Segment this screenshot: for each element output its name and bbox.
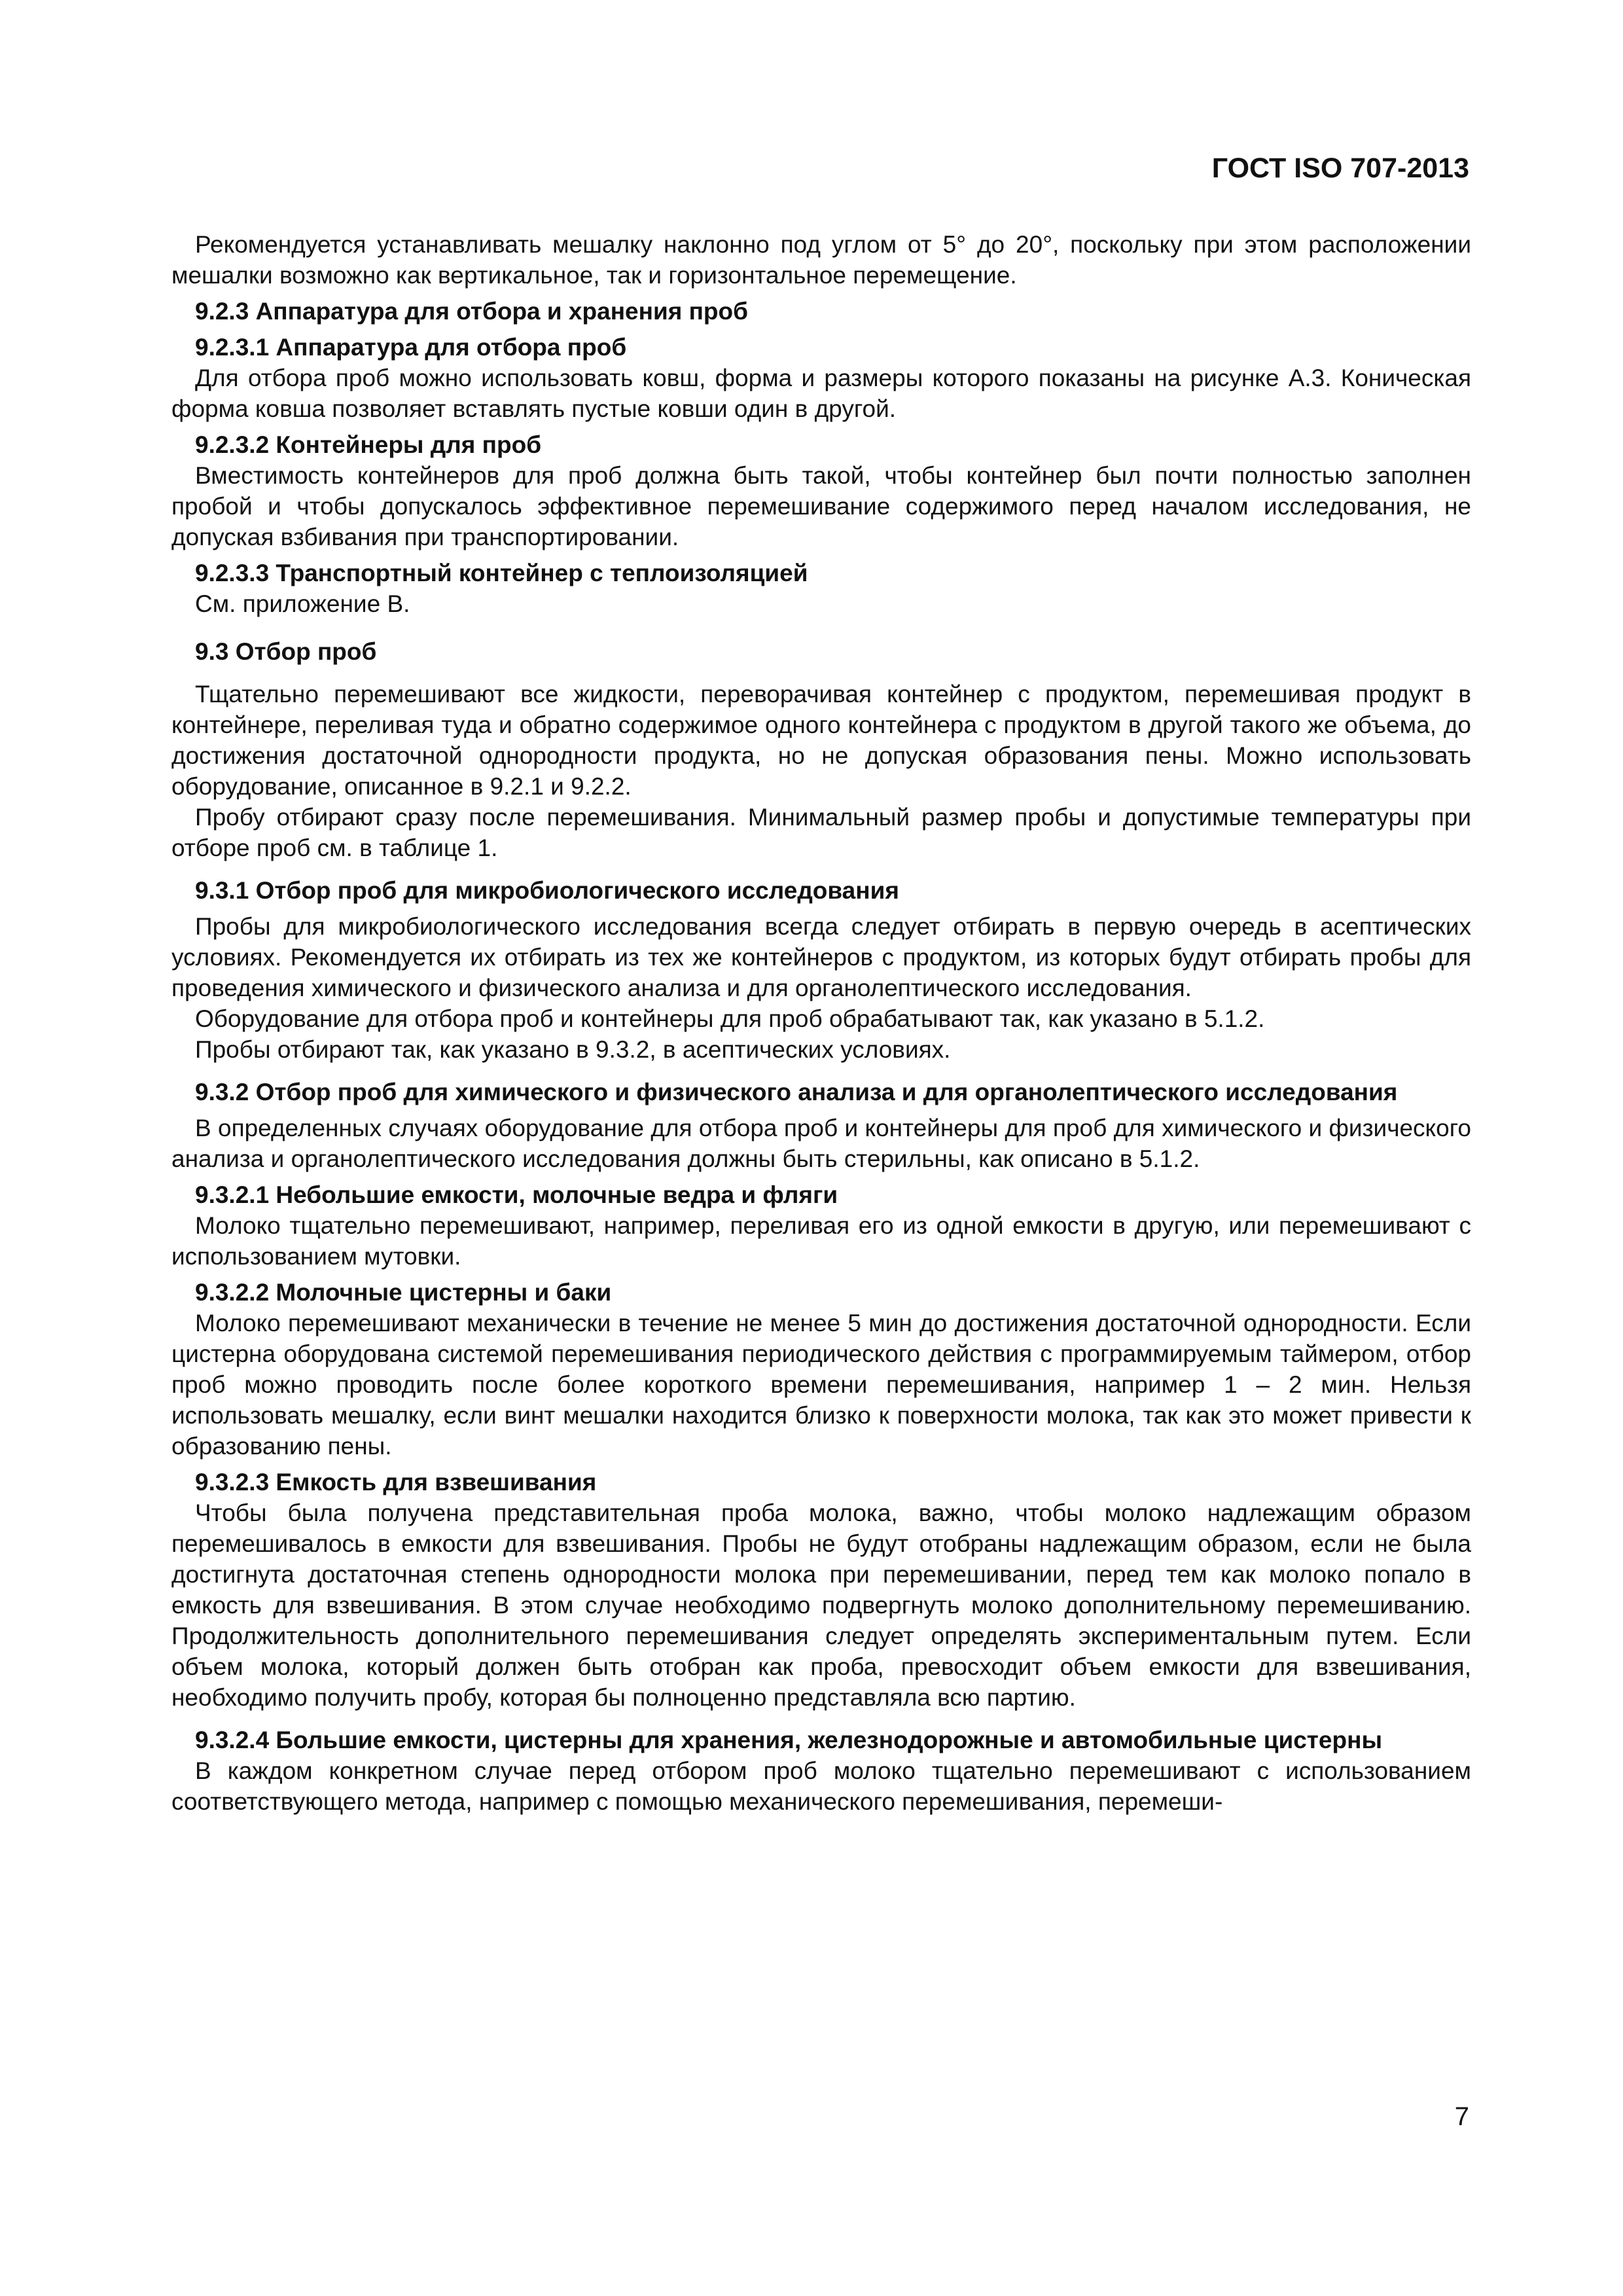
paragraph: Пробы для микробиологического исследования всегда следует отбирать в первую очередь в асептических условиях. Рекомендуется их отбирать из тех же контейнеров с продуктом, из которых будут отбирать пробы для проведения химического и физического анализа и для органолептического исследования. [171, 913, 1471, 1001]
paragraph: Молоко тщательно перемешивают, например, переливая его из одной емкости в другую, или перемешивают с использованием мутовки. [171, 1212, 1471, 1270]
subsection-heading: 9.3.2.3 Емкость для взвешивания [195, 1469, 597, 1496]
paragraph: Чтобы была получена представительная проба молока, важно, чтобы молоко надлежащим образом перемешивалось в емкости для взвешивания. Пробы не будут отобраны надлежащим образом, если не была достигнута достаточная степень однородности молока при перемешивании, перед тем как молоко попало в емкость для взвешивания. В этом случае необходимо подвергнуть молоко дополнительному перемешиванию. Продолжительность дополнительного перемешивания следует определять экспериментальным путем. Если объем молока, который должен быть отобран как проба, превосходит объем емкости для взвешивания, необходимо получить пробу, которая бы полноценно представляла всю партию. [171, 1499, 1471, 1711]
paragraph: Рекомендуется устанавливать мешалку наклонно под углом от 5° до 20°, поскольку при этом расположении мешалки возможно как вертикальное, так и горизонтальное перемещение. [171, 231, 1471, 289]
subsection-heading: 9.2.3.2 Контейнеры для проб [195, 431, 542, 458]
section-heading: 9.3.2 Отбор проб для химического и физического анализа и для органолептического исследования [195, 1079, 1398, 1105]
paragraph: В каждом конкретном случае перед отбором проб молоко тщательно перемешивают с использованием соответствующего метода, например с помощью механического перемешивания, перемеши- [171, 1757, 1471, 1815]
document-code: ГОСТ ISO 707-2013 [1211, 152, 1469, 184]
page-number: 7 [1454, 2102, 1469, 2131]
section-heading: 9.3 Отбор проб [195, 638, 377, 665]
paragraph: Пробу отбирают сразу после перемешивания. Минимальный размер пробы и допустимые температуры при отборе проб см. в таблице 1. [171, 804, 1471, 861]
body-text [171, 229, 1471, 1817]
paragraph: Тщательно перемешивают все жидкости, переворачивая контейнер с продуктом, перемешивая продукт в контейнере, переливая туда и обратно содержимое одного контейнера с продуктом в другой такого же объема, до достижения достаточной однородности продукта, но не допуская образования пены. Можно использовать оборудование, описанное в 9.2.1 и 9.2.2. [171, 681, 1471, 800]
subsection-heading: 9.3.2.2 Молочные цистерны и баки [195, 1279, 612, 1306]
paragraph: В определенных случаях оборудование для отбора проб и контейнеры для проб для химического и физического анализа и органолептического исследования должны быть стерильны, как описано в 5.1.2. [171, 1115, 1471, 1172]
subsection-heading: 9.2.3.1 Аппаратура для отбора проб [195, 334, 627, 361]
subsection-heading: 9.2.3.3 Транспортный контейнер с теплоизоляцией [195, 560, 808, 586]
paragraph: Вместимость контейнеров для проб должна быть такой, чтобы контейнер был почти полностью заполнен пробой и чтобы допускалось эффективное перемешивание содержимого перед началом исследования, не допуская взбивания при транспортировании. [171, 462, 1471, 550]
paragraph: Оборудование для отбора проб и контейнеры для проб обрабатывают так, как указано в 5.1.2. [195, 1005, 1265, 1032]
subsection-heading: 9.3.2.4 Большие емкости, цистерны для хранения, железнодорожные и автомобильные цистерны [195, 1727, 1383, 1753]
paragraph: Молоко перемешивают механически в течение не менее 5 мин до достижения достаточной однородности. Если цистерна оборудована системой перемешивания периодического действия с программируемым таймером, отбор проб можно проводить после более короткого времени перемешивания, например 1 – 2 мин. Нельзя использовать мешалку, если винт мешалки находится близко к поверхности молока, так как это может привести к образованию пены. [171, 1310, 1471, 1460]
section-heading: 9.2.3 Аппаратура для отбора и хранения проб [195, 298, 748, 325]
subsection-heading: 9.3.2.1 Небольшие емкости, молочные ведра и фляги [195, 1181, 838, 1208]
paragraph: Для отбора проб можно использовать ковш, форма и размеры которого показаны на рисунке А.3. Коническая форма ковша позволяет вставлять пустые ковши один в другой. [171, 365, 1471, 422]
paragraph: Пробы отбирают так, как указано в 9.3.2, в асептических условиях. [195, 1036, 951, 1063]
paragraph: См. приложение В. [195, 590, 410, 617]
section-heading: 9.3.1 Отбор проб для микробиологического исследования [195, 877, 899, 904]
